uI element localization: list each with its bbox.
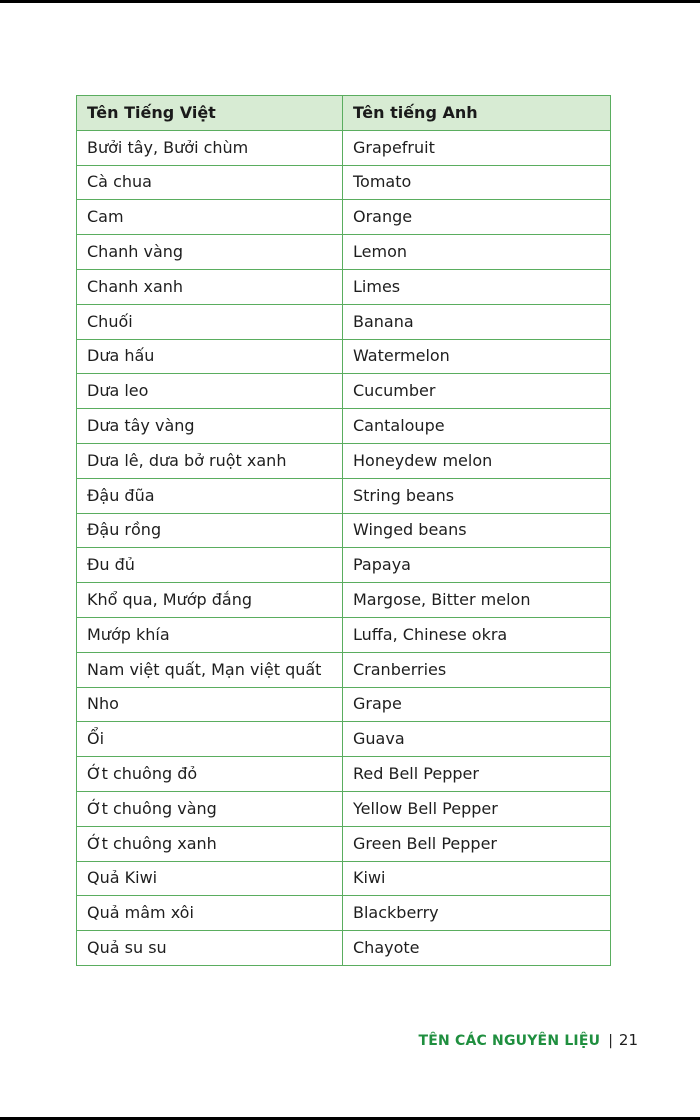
vietnamese-name-cell: Dưa lê, dưa bở ruột xanh [77,443,343,478]
table-row [77,896,611,931]
table-row [77,339,611,374]
english-name-cell: Chayote [343,931,611,966]
table-row [77,374,611,409]
vietnamese-name-cell: Chanh xanh [77,269,343,304]
table-row [77,409,611,444]
table-row [77,478,611,513]
english-name-cell: Orange [343,200,611,235]
english-name-cell: Red Bell Pepper [343,757,611,792]
vietnamese-name-cell: Dưa tây vàng [77,409,343,444]
footer-separator: | [608,1033,613,1049]
page-number: 21 [618,1031,638,1049]
table-row [77,130,611,165]
english-name-cell: Blackberry [343,896,611,931]
english-name-cell: Honeydew melon [343,443,611,478]
english-name-cell: String beans [343,478,611,513]
vietnamese-name-cell: Bưởi tây, Bưởi chùm [77,130,343,165]
english-name-cell: Grape [343,687,611,722]
english-name-cell: Tomato [343,165,611,200]
vietnamese-name-cell: Đậu rồng [77,513,343,548]
ingredient-name-table [76,95,611,966]
vietnamese-name-cell: Đậu đũa [77,478,343,513]
footer-section-title: TÊN CÁC NGUYÊN LIỆU [418,1033,601,1049]
vietnamese-name-cell: Nam việt quất, Mạn việt quất [77,652,343,687]
english-name-cell: Cranberries [343,652,611,687]
vietnamese-name-cell: Chanh vàng [77,235,343,270]
table-row [77,513,611,548]
english-name-cell: Grapefruit [343,130,611,165]
vietnamese-name-cell: Ổi [77,722,343,757]
english-name-cell: Papaya [343,548,611,583]
vietnamese-name-cell: Ớt chuông vàng [77,791,343,826]
table-row [77,687,611,722]
table-row [77,791,611,826]
english-name-cell: Watermelon [343,339,611,374]
header-vietnamese-name: Tên Tiếng Việt [77,96,343,131]
table-row [77,652,611,687]
english-name-cell: Yellow Bell Pepper [343,791,611,826]
vietnamese-name-cell: Cam [77,200,343,235]
english-name-cell: Banana [343,304,611,339]
header-english-name: Tên tiếng Anh [343,96,611,131]
vietnamese-name-cell: Quả Kiwi [77,861,343,896]
table-row [77,583,611,618]
vietnamese-name-cell: Chuối [77,304,343,339]
vietnamese-name-cell: Khổ qua, Mướp đắng [77,583,343,618]
vietnamese-name-cell: Cà chua [77,165,343,200]
english-name-cell: Guava [343,722,611,757]
table-row [77,548,611,583]
table-row [77,200,611,235]
vietnamese-name-cell: Dưa leo [77,374,343,409]
english-name-cell: Limes [343,269,611,304]
table-row [77,931,611,966]
vietnamese-name-cell: Dưa hấu [77,339,343,374]
table-row [77,722,611,757]
table-row [77,757,611,792]
table-row [77,165,611,200]
table-row [77,443,611,478]
table-row [77,861,611,896]
table-body [77,130,611,965]
english-name-cell: Kiwi [343,861,611,896]
page-footer [418,1031,638,1050]
vietnamese-name-cell: Mướp khía [77,617,343,652]
english-name-cell: Winged beans [343,513,611,548]
table-row [77,235,611,270]
top-edge-bar [0,0,700,3]
english-name-cell: Cantaloupe [343,409,611,444]
table-row [77,617,611,652]
english-name-cell: Cucumber [343,374,611,409]
english-name-cell: Lemon [343,235,611,270]
vietnamese-name-cell: Đu đủ [77,548,343,583]
vietnamese-name-cell: Ớt chuông đỏ [77,757,343,792]
table-header [77,96,611,131]
english-name-cell: Green Bell Pepper [343,826,611,861]
vietnamese-name-cell: Quả su su [77,931,343,966]
table-row [77,269,611,304]
vietnamese-name-cell: Nho [77,687,343,722]
english-name-cell: Margose, Bitter melon [343,583,611,618]
table-header-row [77,96,611,131]
vietnamese-name-cell: Quả mâm xôi [77,896,343,931]
table-row [77,826,611,861]
vietnamese-name-cell: Ớt chuông xanh [77,826,343,861]
ingredient-name-table-container [76,95,610,966]
table-row [77,304,611,339]
english-name-cell: Luffa, Chinese okra [343,617,611,652]
